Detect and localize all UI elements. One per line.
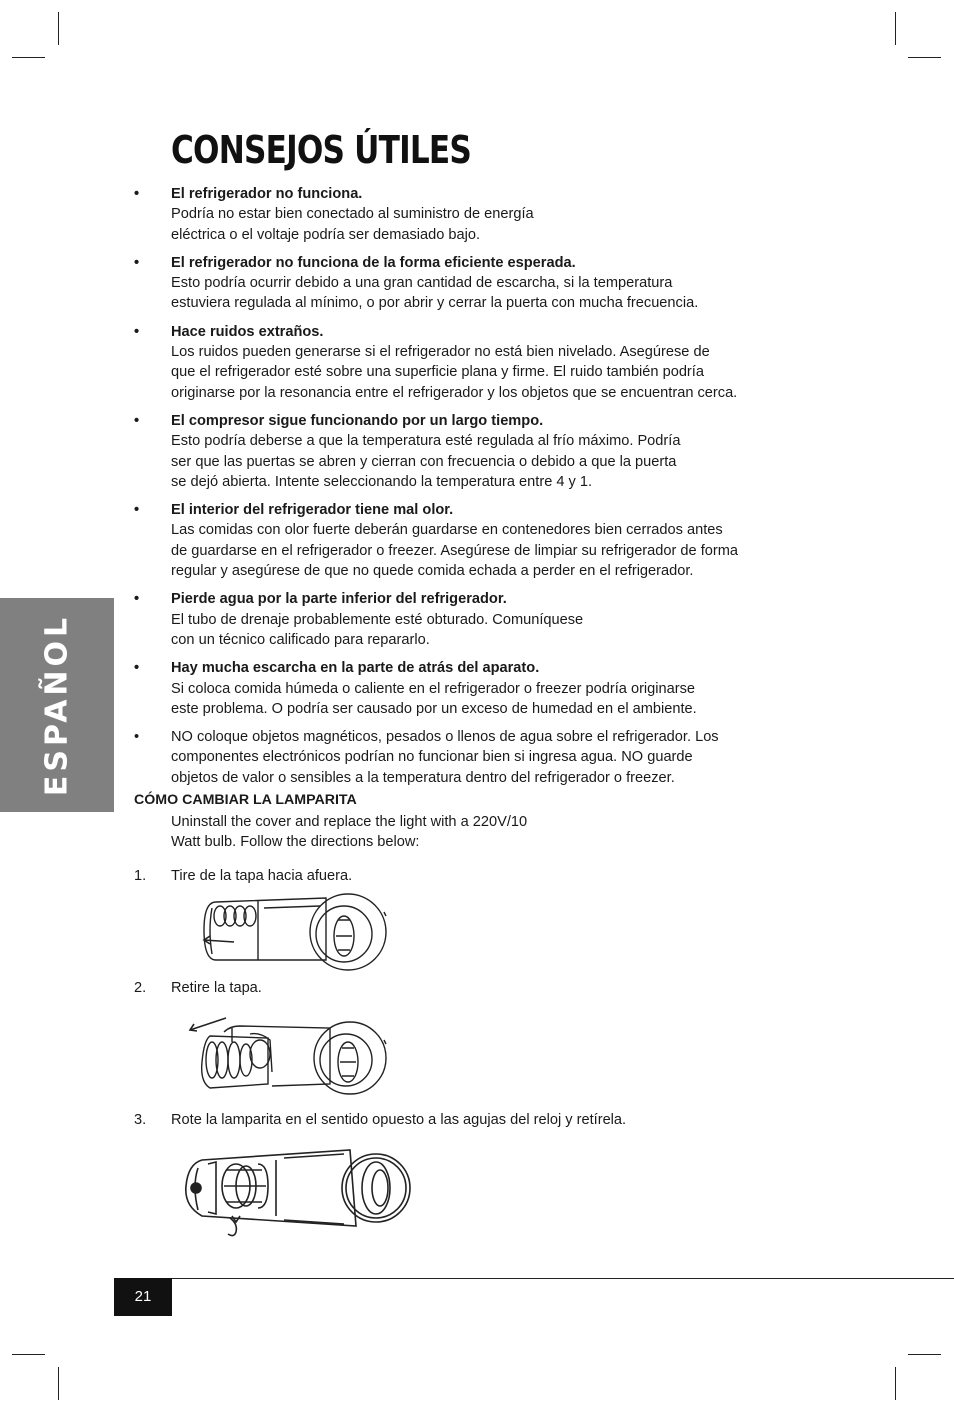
language-label: ESPAÑOL <box>39 613 75 797</box>
bullet: • <box>134 254 140 271</box>
tip-body: Las comidas con olor fuerte deberán guardarse en contenedores bien cerrados antes de guardarse en el refrigerador o freezer. Asegúrese de limpiar su refrigerador de forma regular y asegúrese de que no quede comida echada a perder en el refrigerador. <box>171 522 739 580</box>
lamp-section-heading: CÓMO CAMBIAR LA LAMPARITA <box>134 792 357 808</box>
tip-heading: Pierde agua por la parte inferior del refrigerador. <box>171 591 507 608</box>
page-title: CONSEJOS ÚTILES <box>171 128 471 172</box>
tip-body: Esto podría ocurrir debido a una gran cantidad de escarcha, si la temperatura estuviera regulada al mínimo, o por abrir y cerrar la puerta con mucha frecuencia. <box>171 275 699 312</box>
bullet: • <box>134 729 140 746</box>
tip-heading: Hay mucha escarcha en la parte de atrás del aparato. <box>171 660 540 677</box>
tip-heading: El interior del refrigerador tiene mal olor. <box>171 502 454 519</box>
page-number: 21 <box>114 1278 172 1316</box>
lamp-section-intro: Uninstall the cover and replace the light with a 220V/10 Watt bulb. Follow the directions below: <box>171 814 528 851</box>
tip-item <box>134 411 814 492</box>
crop-mark <box>895 1367 896 1400</box>
step-number: 1. <box>134 868 147 884</box>
tip-heading: El refrigerador no funciona de la forma eficiente esperada. <box>171 254 576 271</box>
bullet: • <box>134 323 140 340</box>
bullet: • <box>134 186 140 202</box>
crop-mark <box>908 1354 941 1355</box>
tip-body: Esto podría deberse a que la temperatura esté regulada al frío máximo. Podría ser que las puertas se abren y cierran con frecuencia o debido a que la puerta se dejó abierta. Intente seleccionando la temperatura entre 4 y 1. <box>171 433 681 490</box>
tip-body: Podría no estar bien conectado al suministro de energía eléctrica o el voltaje podría ser demasiado bajo. <box>171 206 534 243</box>
bullet: • <box>134 412 140 429</box>
tip-heading: El compresor sigue funcionando por un largo tiempo. <box>171 412 544 429</box>
tip-item <box>134 500 814 581</box>
crop-mark <box>58 1367 59 1400</box>
crop-mark <box>908 57 941 58</box>
tip-body: NO coloque objetos magnéticos, pesados o llenos de agua sobre el refrigerador. Los componentes electrónicos podrían no funcionar bien si ingresa agua. NO guarde objetos de valor o sensibles a la temperatura dentro del refrigerador o freezer. <box>171 729 719 786</box>
bullet: • <box>134 502 140 519</box>
tip-item <box>134 253 814 314</box>
crop-mark <box>895 12 896 45</box>
tip-heading: El refrigerador no funciona. <box>171 186 363 202</box>
step-number: 2. <box>134 980 147 996</box>
bullet: • <box>134 591 140 608</box>
step-number: 3. <box>134 1112 147 1128</box>
pull-cover-illustration <box>198 890 394 974</box>
crop-mark <box>12 57 45 58</box>
footer-rule <box>114 1278 954 1279</box>
tip-item <box>134 658 814 719</box>
step-text: Retire la tapa. <box>171 980 262 996</box>
tip-item <box>134 184 814 245</box>
tip-heading: Hace ruidos extraños. <box>171 323 324 340</box>
tip-body: El tubo de drenaje probablemente esté obturado. Comuníquese con un técnico calificado para repararlo. <box>171 611 584 648</box>
step-text: Tire de la tapa hacia afuera. <box>171 868 353 884</box>
step-text: Rote la lamparita en el sentido opuesto a las agujas del reloj y retírela. <box>171 1112 627 1128</box>
crop-mark <box>58 12 59 45</box>
crop-mark <box>12 1354 45 1355</box>
bullet: • <box>134 660 140 677</box>
tips-list <box>134 184 814 796</box>
tip-body: Si coloca comida húmeda o caliente en el refrigerador o freezer podría originarse este problema. O podría ser causado por un exceso de humedad en el ambiente. <box>171 680 697 717</box>
tip-item <box>134 727 814 788</box>
tip-body: Los ruidos pueden generarse si el refrigerador no está bien nivelado. Asegúrese de que el refrigerador esté sobre una superficie plana y firme. El ruido también podría originarse por la resonancia entre el refrigerador y los objetos que se encuentran cerca. <box>171 344 738 401</box>
tip-item <box>134 589 814 650</box>
remove-cover-illustration <box>180 1012 394 1096</box>
tip-item <box>134 322 814 403</box>
rotate-bulb-illustration <box>180 1146 416 1238</box>
